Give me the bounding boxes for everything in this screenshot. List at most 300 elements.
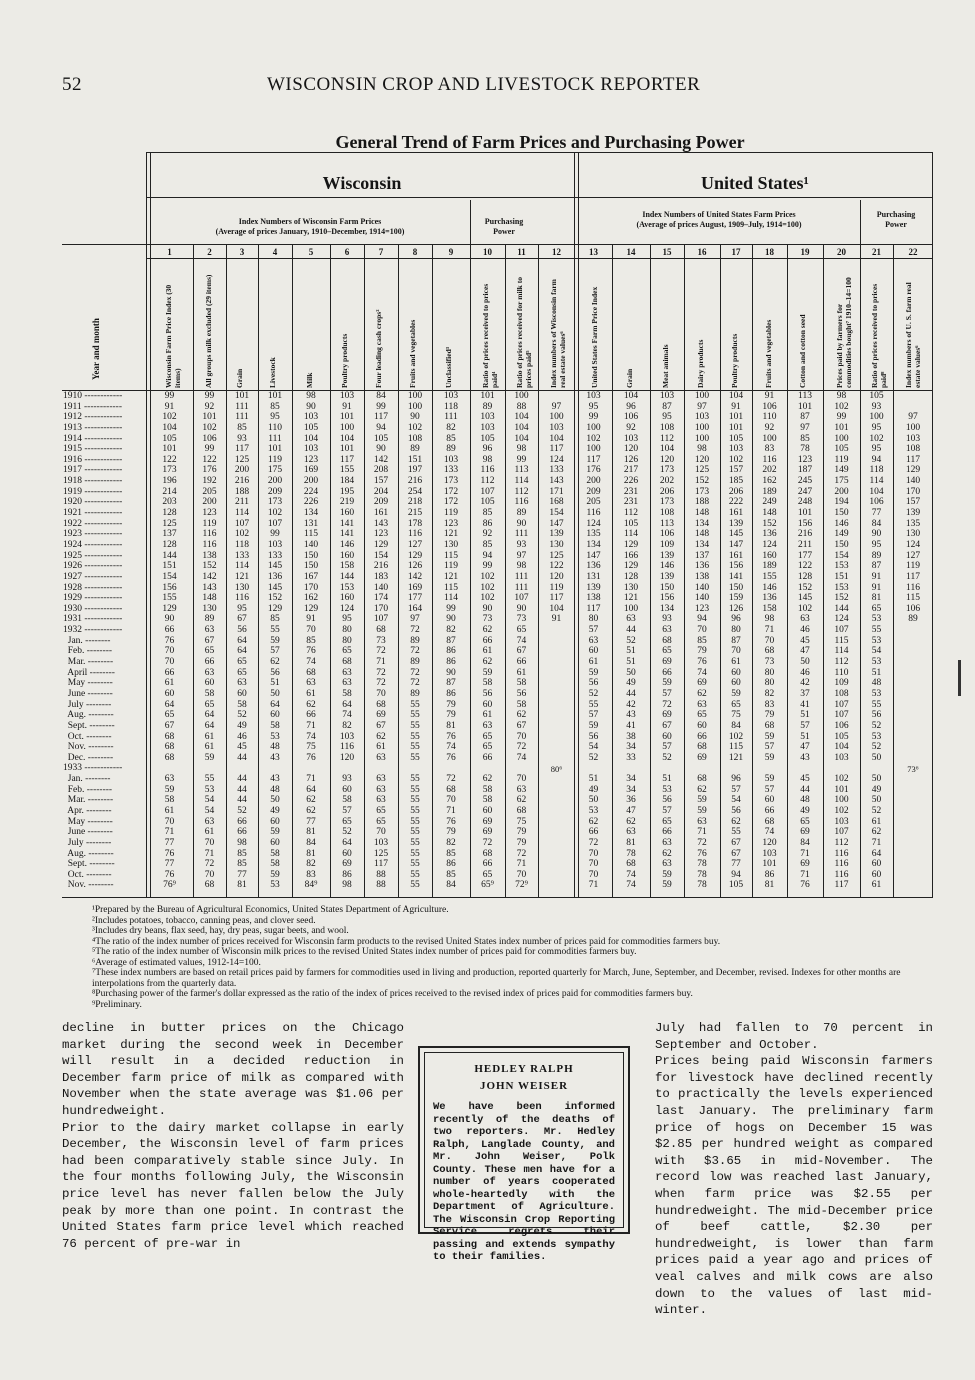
table-cell: 123 — [694, 603, 710, 614]
table-cell: 155 — [339, 465, 355, 476]
table-cell: 57 — [662, 742, 672, 753]
table-cell: 70 — [164, 816, 175, 827]
table-cell: 100 — [905, 422, 921, 433]
table-cell: 34 — [626, 742, 636, 753]
table-cell: 131 — [303, 518, 319, 529]
table-cell — [538, 785, 575, 796]
table-cell: 49 — [800, 805, 810, 816]
table-cell: 184 — [339, 476, 355, 487]
table-cell: 85 — [237, 422, 247, 433]
table-cell: 119 — [444, 508, 458, 519]
table-cell: 245 — [797, 476, 813, 487]
table-cell — [538, 646, 575, 657]
table-cell: 70 — [731, 646, 741, 657]
table-cell: 103 — [728, 444, 744, 455]
table-cell — [720, 763, 752, 774]
table-cell: 141 — [339, 518, 355, 529]
table-cell: 85 — [270, 401, 280, 412]
table-cell: 65 — [482, 731, 493, 742]
data-column — [146, 391, 193, 891]
table-cell: 117 — [549, 444, 564, 455]
table-cell: 57 — [764, 742, 775, 753]
table-cell: 76 — [164, 869, 175, 880]
table-cell: 63 — [697, 699, 707, 710]
rule-top — [146, 152, 933, 153]
table-cell: 97 — [551, 401, 562, 412]
footnote: ⁴The ratio of the index number of prices received for Wisconsin farm products to the revised United States index number of prices paid for commodities farmers buy. — [92, 936, 721, 947]
table-cell: 84⁹ — [304, 880, 318, 891]
table-cell: 72 — [662, 699, 672, 710]
table-cell: 105 — [834, 444, 849, 455]
table-cell: 59 — [270, 827, 280, 838]
row-labels — [63, 391, 145, 891]
table-cell: 84 — [376, 391, 386, 401]
table-cell: 103 — [267, 539, 283, 550]
table-cell: 60 — [871, 869, 882, 880]
table-cell: 103 — [834, 816, 849, 827]
col-number: 2 — [207, 247, 212, 257]
table-cell: 68 — [764, 646, 775, 657]
table-cell: 63 — [204, 625, 215, 636]
table-cell: 48 — [800, 795, 810, 806]
table-cell: 128 — [162, 539, 177, 550]
table-cell: 50 — [270, 688, 280, 699]
table-cell: 98 — [516, 444, 527, 455]
table-cell: 52 — [871, 742, 882, 753]
table-cell: 59 — [731, 688, 741, 699]
row-label: 1921 ------------ — [63, 508, 123, 519]
table-cell: 63 — [342, 667, 352, 678]
table-cell: 62 — [306, 795, 316, 806]
table-cell: 55 — [588, 699, 599, 710]
table-cell: 134 — [586, 539, 601, 550]
row-label: July -------- — [63, 699, 112, 710]
table-cell: 146 — [834, 518, 849, 529]
table-cell: 89 — [871, 550, 882, 561]
table-cell: 60 — [482, 805, 493, 816]
table-cell: 99 — [588, 412, 599, 423]
table-cell: 66 — [237, 827, 247, 838]
table-cell: 76 — [446, 816, 456, 827]
table-cell: 140 — [303, 539, 319, 550]
table-cell: 139 — [905, 508, 921, 519]
table-cell: 100 — [834, 795, 849, 806]
table-cell: 134 — [694, 518, 710, 529]
table-cell: 127 — [407, 539, 423, 550]
table-cell: 68 — [697, 774, 707, 785]
col-label: Unclassified³ — [444, 346, 453, 388]
table-cell: 145 — [728, 529, 744, 540]
table-cell: 107 — [834, 625, 849, 636]
table-cell: 189 — [762, 561, 777, 572]
table-cell: 151 — [162, 561, 177, 572]
table-cell: 106 — [905, 603, 921, 614]
table-cell: 83 — [764, 444, 775, 455]
footnote: ³Includes dry beans, flax seed, hay, dry peas, sugar beets, and wool. — [92, 926, 349, 936]
table-cell: 107 — [373, 614, 389, 625]
table-cell: 90 — [410, 412, 420, 423]
table-cell: 173 — [267, 497, 283, 508]
table-cell: 154 — [162, 571, 177, 582]
table-cell: 55 — [410, 859, 420, 870]
table-cell: 55 — [731, 827, 741, 838]
table-cell: 102 — [480, 571, 495, 582]
table-cell: 59 — [204, 752, 215, 763]
table-cell: 57 — [662, 688, 672, 699]
table-cell: 63 — [662, 625, 672, 636]
table-cell: 77 — [164, 837, 175, 848]
table-cell: 62 — [626, 816, 636, 827]
row-label: Sept. -------- — [63, 720, 115, 731]
table-cell: 63 — [588, 635, 599, 646]
table-cell: 103 — [303, 412, 319, 423]
table-cell: 99 — [836, 412, 847, 423]
table-cell: 52 — [871, 805, 882, 816]
table-cell: 60 — [697, 720, 707, 731]
table-cell: 151 — [834, 571, 849, 582]
row-label: 1929 ------------ — [63, 593, 123, 604]
table-cell: 60 — [270, 837, 280, 848]
table-cell: 200 — [586, 476, 601, 487]
table-cell: 87 — [446, 635, 456, 646]
data-column — [787, 391, 823, 891]
table-cell — [538, 700, 575, 711]
table-cell: 79 — [446, 699, 456, 710]
table-cell: 106 — [202, 433, 217, 444]
table-cell: 67 — [237, 614, 247, 625]
table-cell: 113 — [660, 518, 674, 529]
region-wisconsin: Wisconsin — [322, 173, 402, 193]
table-cell: 120 — [623, 444, 639, 455]
table-cell: 104 — [303, 433, 319, 444]
table-cell: 62 — [697, 784, 707, 795]
table-cell: 77 — [871, 508, 882, 519]
table-cell: 226 — [623, 476, 639, 487]
table-cell: 72⁹ — [515, 880, 528, 891]
table-cell: 138 — [694, 571, 710, 582]
table-cell: 69 — [800, 859, 810, 870]
table-cell: 71 — [764, 625, 775, 636]
table-cell: 105 — [480, 497, 495, 508]
table-cell: 143 — [549, 476, 564, 487]
cell-mark: 80⁶ — [550, 764, 563, 774]
table-cell: 49 — [871, 784, 882, 795]
table-cell: 153 — [834, 582, 849, 593]
table-cell: 113 — [798, 391, 812, 401]
table-cell: 63 — [376, 795, 386, 806]
table-cell: 70 — [516, 731, 527, 742]
table-cell — [893, 870, 933, 881]
table-cell: 104 — [339, 433, 355, 444]
table-cell: 100 — [694, 433, 710, 444]
table-cell: 93 — [871, 401, 882, 412]
table-cell: 100 — [694, 422, 710, 433]
table-cell: 72 — [410, 667, 420, 678]
table-cell: 214 — [162, 486, 177, 497]
table-cell: 129 — [623, 539, 639, 550]
table-cell: 81 — [871, 593, 882, 604]
table-cell: 82 — [446, 422, 456, 433]
table-cell: 63 — [164, 774, 175, 785]
table-cell: 85 — [237, 848, 247, 859]
table-cell: 62 — [482, 774, 493, 785]
table-cell: 120 — [549, 571, 564, 582]
table-cell: 71 — [516, 859, 527, 870]
table-cell: 65 — [871, 603, 882, 614]
table-cell: 60 — [662, 731, 672, 742]
table-cell: 68 — [164, 742, 175, 753]
table-cell: 90 — [446, 614, 456, 625]
footnote: ⁹Preliminary. — [92, 999, 142, 1010]
table-cell: 36 — [626, 795, 636, 806]
table-cell: 72 — [204, 859, 215, 870]
table-cell — [893, 806, 933, 817]
table-cell: 63 — [237, 678, 247, 689]
table-cell: 216 — [373, 561, 389, 572]
table-cell: 173 — [659, 465, 675, 476]
table-cell: 153 — [834, 561, 849, 572]
data-column — [650, 391, 684, 891]
table-cell: 74 — [342, 710, 352, 721]
table-cell: 142 — [407, 571, 423, 582]
table-cell — [364, 763, 398, 774]
table-cell — [575, 763, 612, 774]
table-cell: 70 — [588, 869, 599, 880]
table-cell: 117 — [549, 593, 564, 604]
table-cell: 126 — [728, 603, 744, 614]
table-cell: 63 — [662, 837, 672, 848]
table-cell: 96 — [626, 401, 636, 412]
table-cell: 62 — [662, 848, 672, 859]
table-cell: 85 — [270, 614, 280, 625]
table-cell: 87 — [446, 678, 456, 689]
table-cell: 155 — [762, 571, 777, 582]
data-column — [258, 391, 292, 891]
table-cell: 61 — [731, 657, 741, 668]
table-cell: 192 — [202, 476, 217, 487]
table-cell: 59 — [270, 869, 280, 880]
table-cell: 91 — [871, 582, 882, 593]
table-cell: 99 — [204, 444, 215, 455]
row-label: 1927 ------------ — [63, 571, 123, 582]
table-cell: 93 — [342, 774, 352, 785]
table-cell: 157 — [905, 497, 921, 508]
table-cell: 150 — [834, 539, 849, 550]
table-cell: 49 — [270, 805, 280, 816]
table-cell — [538, 636, 575, 647]
table-cell: 156 — [728, 561, 744, 572]
table-cell — [893, 636, 933, 647]
table-cell: 137 — [694, 550, 710, 561]
table-cell: 70 — [164, 646, 175, 657]
table-cell: 41 — [800, 699, 810, 710]
table-cell: 72 — [376, 667, 386, 678]
table-cell: 156 — [162, 582, 177, 593]
table-cell: 65 — [482, 869, 493, 880]
table-cell: 117 — [374, 412, 388, 423]
table-cell: 134 — [659, 603, 675, 614]
table-cell: 60 — [204, 678, 215, 689]
table-cell: 178 — [407, 518, 423, 529]
table-cell: 104 — [623, 391, 639, 401]
table-cell: 55 — [410, 752, 420, 763]
table-cell: 205 — [586, 497, 601, 508]
table-cell: 82 — [446, 837, 456, 848]
table-cell: 58 — [270, 859, 280, 870]
table-cell: 70 — [516, 774, 527, 785]
table-cell: 78 — [697, 880, 707, 891]
table-cell: 134 — [694, 539, 710, 550]
table-cell: 68 — [446, 784, 456, 795]
table-cell: 107 — [834, 699, 849, 710]
table-cell: 72 — [376, 678, 386, 689]
row-label: 1920 ------------ — [63, 497, 123, 508]
table-cell: 63 — [662, 859, 672, 870]
col-label: Milk — [305, 372, 314, 388]
data-column — [505, 391, 538, 891]
table-cell: 202 — [659, 476, 675, 487]
table-cell: 114 — [235, 561, 249, 572]
table-cell: 71 — [306, 774, 316, 785]
table-cell: 62 — [482, 625, 493, 636]
table-cell: 61 — [204, 827, 215, 838]
table-cell: 142 — [202, 571, 217, 582]
table-cell: 170 — [303, 582, 319, 593]
table-cell: 156 — [797, 518, 813, 529]
table-cell — [893, 880, 933, 891]
table-cell: 101 — [339, 412, 355, 423]
table-cell: 56 — [516, 688, 527, 699]
table-cell: 46 — [800, 625, 810, 636]
table-cell: 103 — [694, 412, 710, 423]
table-cell: 117 — [906, 571, 920, 582]
notice-name-2: JOHN WEISER — [479, 1080, 569, 1092]
table-cell: 50 — [270, 795, 280, 806]
col-number: 11 — [517, 247, 526, 257]
table-cell: 106 — [762, 401, 777, 412]
table-cell: 65 — [204, 699, 215, 710]
table-cell: 101 — [162, 444, 177, 455]
table-cell: 117 — [906, 454, 920, 465]
table-cell: 203 — [162, 497, 177, 508]
col-label: Cotton and cotton seed — [798, 314, 807, 388]
group-wi-index: Index Numbers of Wisconsin Farm Prices (Average of prices January, 1910–December, 1914=100) — [215, 217, 405, 236]
table-cell: 121 — [623, 593, 639, 604]
table-cell: 136 — [762, 529, 777, 540]
table-cell: 72 — [697, 837, 707, 848]
table-cell: 217 — [623, 465, 639, 476]
table-cell: 69 — [662, 657, 672, 668]
table-cell: 76 — [306, 752, 316, 763]
table-cell: 167 — [303, 571, 319, 582]
table-cell: 61 — [306, 688, 316, 699]
table-cell: 66 — [204, 657, 215, 668]
group-wi-power: Purchasing Power — [484, 217, 524, 236]
table-cell: 119 — [906, 561, 920, 572]
table-cell: 52 — [871, 720, 882, 731]
table-cell: 89 — [482, 401, 493, 412]
table-cell: 112 — [514, 486, 529, 497]
table-cell — [538, 849, 575, 860]
table-cell: 130 — [234, 582, 250, 593]
table-cell: 63 — [697, 816, 707, 827]
table-cell: 68 — [662, 635, 672, 646]
table-cell: 144 — [834, 603, 849, 614]
table-cell: 103 — [586, 391, 601, 401]
col-label: Poultry products — [730, 333, 739, 388]
table-cell: 125 — [549, 550, 564, 561]
table-cell — [505, 763, 538, 774]
table-cell: 91 — [871, 571, 882, 582]
table-cell: 104 — [728, 391, 744, 401]
table-cell: 247 — [797, 486, 813, 497]
table-cell: 102 — [869, 433, 884, 444]
table-cell — [538, 391, 575, 402]
table-cell — [893, 721, 933, 732]
table-cell: 136 — [586, 561, 601, 572]
table-cell: 79 — [516, 837, 527, 848]
table-cell: 111 — [235, 401, 249, 412]
table-cell: 139 — [728, 518, 744, 529]
table-cell: 68 — [626, 859, 636, 870]
table-cell: 133 — [267, 550, 283, 561]
table-cell: 59 — [697, 795, 707, 806]
table-cell: 93 — [516, 539, 527, 550]
table-cell: 85 — [482, 508, 493, 519]
table-cell: 66 — [164, 667, 175, 678]
row-label: Mar. -------- — [63, 657, 114, 668]
region-united-states: United States¹ — [701, 173, 809, 193]
table-cell — [893, 795, 933, 806]
table-cell: 112 — [834, 657, 849, 668]
table-cell: 88 — [516, 401, 527, 412]
table-cell: 162 — [762, 476, 777, 487]
table-cell: 115 — [304, 529, 318, 540]
row-label: 1919 ------------ — [63, 486, 123, 497]
table-cell: 71 — [204, 848, 215, 859]
table-cell: 91 — [551, 614, 562, 625]
table-cell: 44 — [237, 784, 247, 795]
table-cell: 149 — [834, 465, 849, 476]
table-cell: 152 — [834, 593, 849, 604]
table-cell: 100 — [407, 401, 423, 412]
table-cell: 72 — [516, 742, 527, 753]
table-cell: 102 — [234, 529, 250, 540]
table-cell: 197 — [407, 465, 423, 476]
table-cell: 154 — [834, 550, 849, 561]
row-label: June -------- — [63, 688, 113, 699]
col-label: Grain — [235, 368, 244, 388]
table-cell: 131 — [586, 571, 601, 582]
table-cell — [538, 657, 575, 668]
table-cell: 124 — [834, 614, 849, 625]
table-cell: 102 — [480, 593, 495, 604]
table-cell: 122 — [549, 561, 564, 572]
table-cell: 117 — [586, 603, 601, 614]
table-cell — [398, 763, 432, 774]
col-label: Index numbers of Wisconsin farm real estate values⁶ — [549, 279, 567, 388]
table-cell: 129 — [373, 539, 389, 550]
table-cell: 150 — [303, 561, 319, 572]
cell-mark: 73⁶ — [907, 764, 919, 774]
table-cell: 119 — [268, 454, 282, 465]
table-cell: 55 — [410, 731, 420, 742]
table-cell: 58 — [342, 795, 352, 806]
table-cell: 58 — [342, 688, 352, 699]
table-cell: 64 — [871, 848, 882, 859]
table-cell: 124 — [339, 603, 355, 614]
table-cell: 149 — [834, 529, 849, 540]
